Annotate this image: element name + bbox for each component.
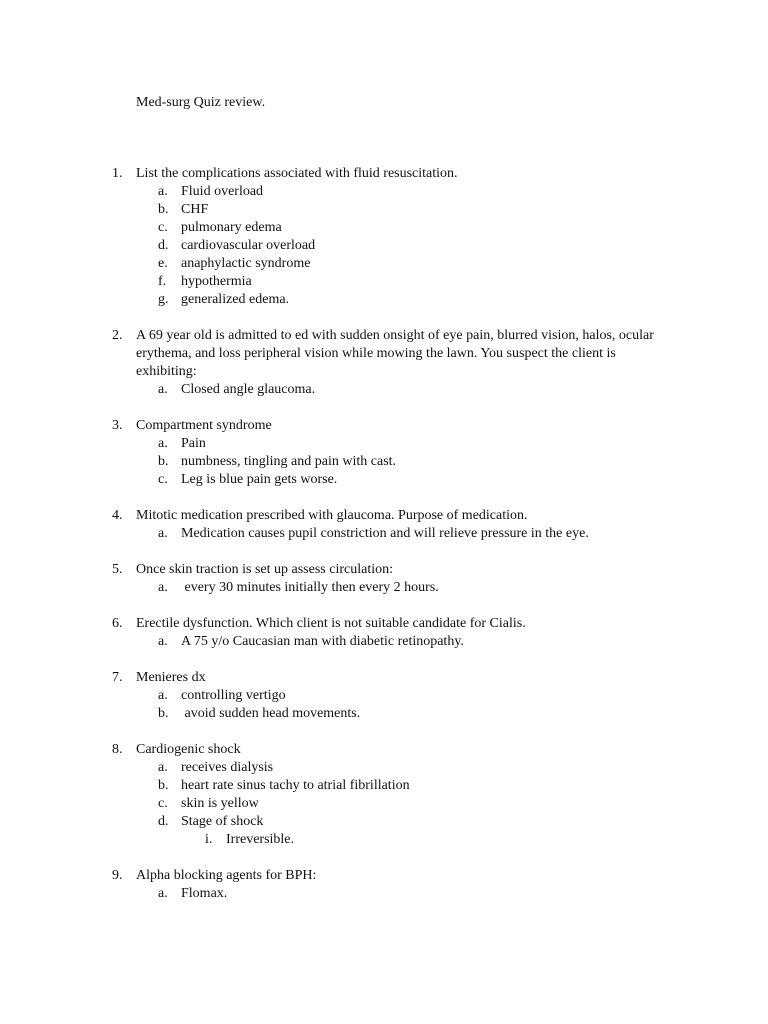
answer-letter: b. (158, 454, 169, 469)
answer-item (0, 705, 768, 723)
document-title: Med-surg Quiz review. (136, 95, 266, 110)
question-item (0, 615, 768, 651)
question-number: 1. (112, 166, 123, 181)
question-number: 7. (112, 670, 123, 685)
sub-answer-letter: i. (205, 832, 213, 847)
answer-text: Medication causes pupil constriction and will relieve pressure in the eye. (181, 526, 589, 541)
answer-letter: a. (158, 436, 168, 451)
sub-answer-item (0, 831, 768, 849)
question-item (0, 867, 768, 903)
question-item (0, 165, 768, 309)
answer-letter: d. (158, 238, 169, 253)
question-item (0, 561, 768, 597)
answer-letter: c. (158, 220, 168, 235)
question-text: Mitotic medication prescribed with glaucoma. Purpose of medication. (136, 508, 528, 523)
answer-text: controlling vertigo (181, 688, 286, 703)
answer-item (0, 453, 768, 471)
question-item (0, 669, 768, 723)
answer-text: anaphylactic syndrome (181, 256, 311, 271)
answer-letter: g. (158, 292, 169, 307)
question-text: A 69 year old is admitted to ed with sudden onsight of eye pain, blurred vision, halos, ocular erythema, and loss peripheral vision while mowing the lawn. You suspect the client is exhibiting: (136, 328, 654, 379)
answer-text: hypothermia (181, 274, 252, 289)
answer-item (0, 381, 768, 399)
question-text: Once skin traction is set up assess circulation: (136, 562, 393, 577)
question-text: Cardiogenic shock (136, 742, 241, 757)
answer-text: CHF (181, 202, 209, 217)
question-number: 4. (112, 508, 123, 523)
question-text: Erectile dysfunction. Which client is not suitable candidate for Cialis. (136, 616, 526, 631)
answer-text: A 75 y/o Caucasian man with diabetic retinopathy. (181, 634, 464, 649)
answer-item (0, 201, 768, 219)
answer-item (0, 687, 768, 705)
answer-item (0, 795, 768, 813)
answer-item (0, 759, 768, 777)
answer-item (0, 525, 768, 543)
answer-text: Leg is blue pain gets worse. (181, 472, 338, 487)
answer-text: Fluid overload (181, 184, 264, 199)
answer-item (0, 273, 768, 291)
answer-text: avoid sudden head movements. (181, 706, 361, 721)
answer-letter: a. (158, 886, 168, 901)
answer-letter: a. (158, 580, 168, 595)
answer-text: generalized edema. (181, 292, 290, 307)
answer-letter: a. (158, 634, 168, 649)
question-number: 6. (112, 616, 123, 631)
question-number: 3. (112, 418, 123, 433)
answer-text: receives dialysis (181, 760, 274, 775)
question-item (0, 417, 768, 489)
sub-answer-text: Irreversible. (226, 832, 295, 847)
answer-letter: f. (158, 274, 167, 289)
answer-text: every 30 minutes initially then every 2 hours. (181, 580, 439, 595)
question-item (0, 741, 768, 849)
answer-text: Stage of shock (181, 814, 264, 829)
answer-text: numbness, tingling and pain with cast. (181, 454, 397, 469)
question-text: Compartment syndrome (136, 418, 272, 433)
question-list (0, 165, 768, 921)
answer-letter: b. (158, 706, 169, 721)
answer-letter: d. (158, 814, 169, 829)
question-number: 8. (112, 742, 123, 757)
answer-item (0, 633, 768, 651)
question-text: List the complications associated with fluid resuscitation. (136, 166, 458, 181)
answer-item (0, 291, 768, 309)
answer-letter: a. (158, 526, 168, 541)
answer-text: Closed angle glaucoma. (181, 382, 316, 397)
answer-letter: c. (158, 472, 168, 487)
answer-item (0, 813, 768, 831)
answer-letter: c. (158, 796, 168, 811)
answer-text: Flomax. (181, 886, 228, 901)
answer-item (0, 579, 768, 597)
question-item (0, 507, 768, 543)
answer-item (0, 219, 768, 237)
answer-item (0, 255, 768, 273)
question-number: 5. (112, 562, 123, 577)
answer-text: skin is yellow (181, 796, 259, 811)
answer-item (0, 777, 768, 795)
question-item (0, 327, 768, 399)
answer-text: pulmonary edema (181, 220, 282, 235)
answer-letter: a. (158, 760, 168, 775)
answer-item (0, 237, 768, 255)
answer-item (0, 183, 768, 201)
question-number: 2. (112, 328, 123, 343)
question-text: Alpha blocking agents for BPH: (136, 868, 317, 883)
answer-item (0, 435, 768, 453)
answer-item (0, 885, 768, 903)
answer-text: heart rate sinus tachy to atrial fibrillation (181, 778, 410, 793)
answer-text: cardiovascular overload (181, 238, 316, 253)
answer-letter: e. (158, 256, 168, 271)
answer-item (0, 471, 768, 489)
answer-text: Pain (181, 436, 206, 451)
answer-letter: a. (158, 688, 168, 703)
answer-letter: a. (158, 184, 168, 199)
question-number: 9. (112, 868, 123, 883)
question-text: Menieres dx (136, 670, 206, 685)
answer-letter: b. (158, 202, 169, 217)
answer-letter: a. (158, 382, 168, 397)
answer-letter: b. (158, 778, 169, 793)
